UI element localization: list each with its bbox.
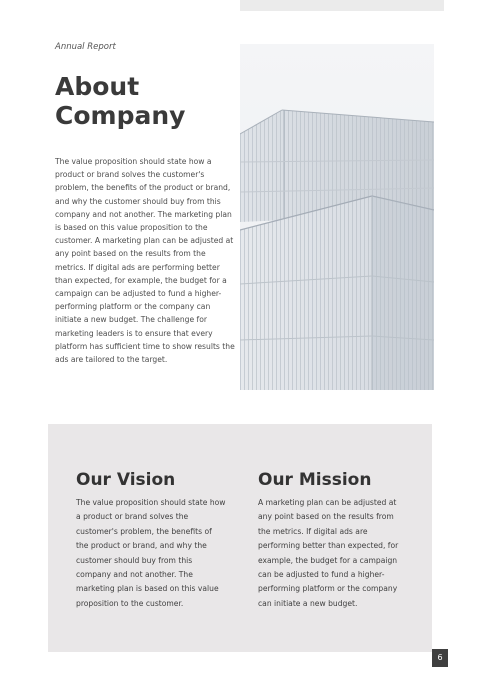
vision-paragraph: The value proposition should state how a product or brand solves the customer's problem, the benefits of the product or brand, and why the customer should buy from this company and not another. The marketing plan is based on this value proposition to the customer. (76, 498, 226, 608)
mission-heading: Our Mission (258, 470, 372, 490)
vision-heading: Our Vision (76, 470, 176, 490)
top-accent-bar (240, 0, 444, 11)
page-number-badge: 6 (432, 649, 448, 667)
page-title: About Company (55, 72, 186, 130)
report-label: Annual Report (55, 42, 116, 52)
mission-paragraph: A marketing plan can be adjusted at any point based on the results from the metrics. If digital ads are performing better than expected, for example, the budget for a campaign can be adjusted to fund a higher-performing platform or the company can initiate a new budget. (258, 498, 399, 608)
building-photo (240, 44, 434, 390)
intro-paragraph: The value proposition should state how a product or brand solves the customer's problem, the benefits of the product or brand, and why the customer should buy from this company and not another. The marketing plan is based on this value proposition to the customer. A marketing plan can be adjusted at any point based on the results from the metrics. If digital ads are performing better than expected, for example, the budget for a campaign can be adjusted to fund a higher-performing platform or the company can initiate a new budget. The challenge for marketing leaders is to ensure that every platform has sufficient time to show results the ads are tailored to the target. (55, 157, 235, 365)
